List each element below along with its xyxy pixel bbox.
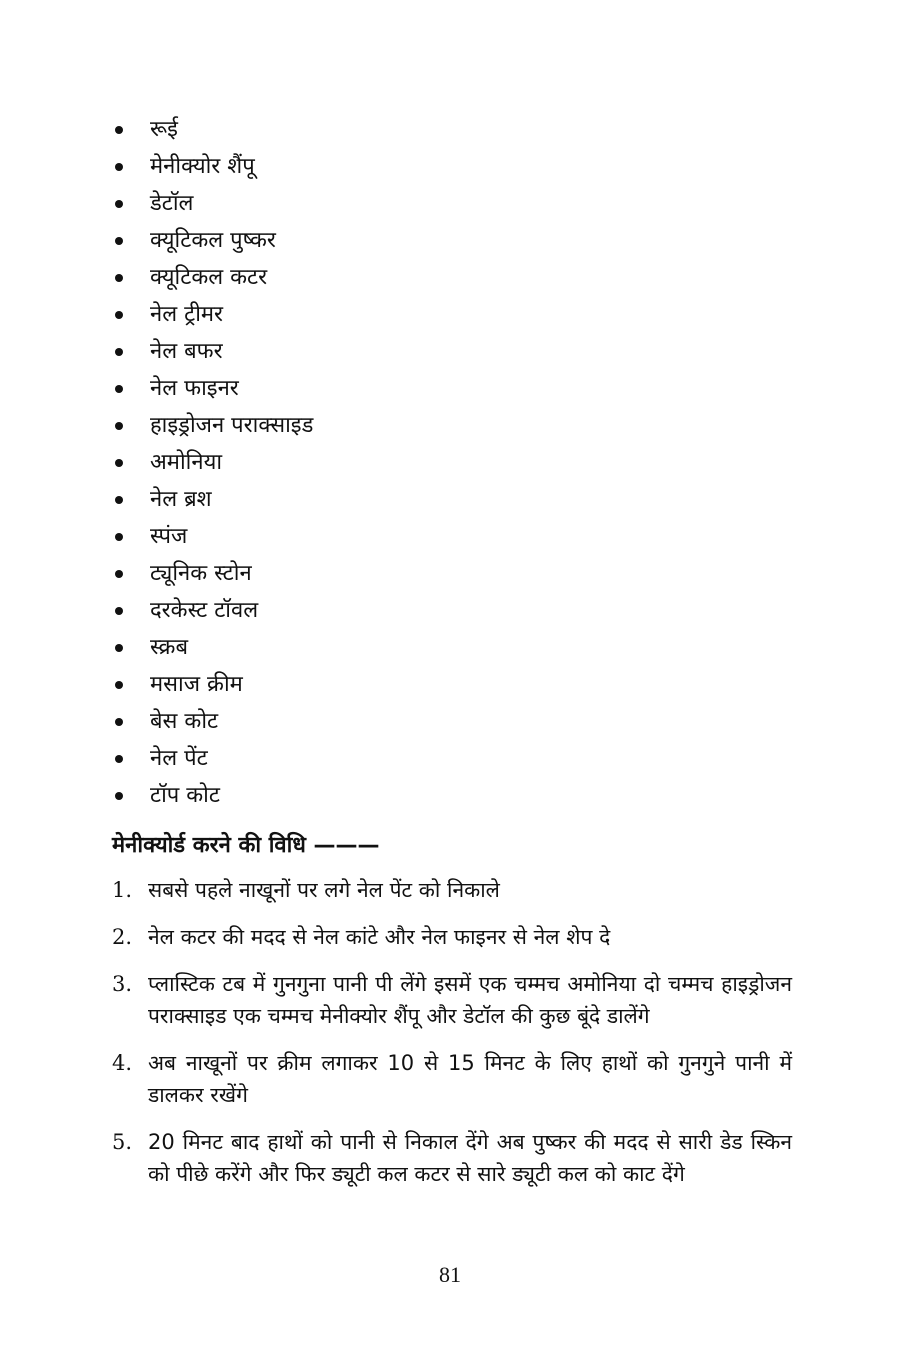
list-item: हाइड्रोजन पराक्साइड — [112, 407, 812, 444]
bullet-icon — [115, 311, 123, 319]
list-item: ट्यूनिक स्टोन — [112, 555, 812, 592]
step-item — [112, 968, 792, 1032]
bullet-icon — [115, 200, 123, 208]
step-item — [112, 921, 792, 953]
bullet-icon — [115, 163, 123, 171]
list-item: मसाज क्रीम — [112, 666, 812, 703]
step-number: 3. — [112, 972, 133, 996]
list-item: नेल बफर — [112, 333, 812, 370]
list-item: डेटॉल — [112, 185, 812, 222]
step-text: अब नाखूनों पर क्रीम लगाकर 10 से 15 मिनट के लिए हाथों को गुनगुने पानी में डालकर रखेंगे — [148, 1051, 792, 1107]
section-heading: मेनीक्योर्ड करने की विधि ——— — [112, 833, 380, 858]
bullet-icon — [115, 126, 123, 134]
list-item: नेल ट्रीमर — [112, 296, 812, 333]
step-number: 4. — [112, 1051, 133, 1075]
list-item: मेनीक्योर शैंपू — [112, 148, 812, 185]
bullet-icon — [115, 570, 123, 578]
bullet-icon — [115, 533, 123, 541]
list-item: बेस कोट — [112, 703, 812, 740]
step-item — [112, 1126, 792, 1190]
bullet-icon — [115, 607, 123, 615]
bullet-icon — [115, 644, 123, 652]
list-item: अमोनिया — [112, 444, 812, 481]
step-text: 20 मिनट बाद हाथों को पानी से निकाल देंगे अब पुष्कर की मदद से सारी डेड स्किन को पीछे करेंगे और फिर ड्यूटी कल कटर से सारे ड्यूटी कल को काट देंगे — [148, 1130, 792, 1186]
list-item: रूई — [112, 111, 812, 148]
list-item: टॉप कोट — [112, 777, 812, 814]
step-number: 1. — [112, 878, 133, 902]
bullet-icon — [115, 459, 123, 467]
list-item: नेल फाइनर — [112, 370, 812, 407]
bullet-icon — [115, 755, 123, 763]
bullet-icon — [115, 348, 123, 356]
list-item: दरकेस्ट टॉवल — [112, 592, 812, 629]
step-item — [112, 874, 792, 906]
step-number: 2. — [112, 925, 133, 949]
step-text: प्लास्टिक टब में गुनगुना पानी पी लेंगे इसमें एक चम्मच अमोनिया दो चम्मच हाइड्रोजन पराक्साइड एक चम्मच मेनीक्योर शैंपू और डेटॉल की कुछ बूंदे डालेंगे — [148, 972, 792, 1028]
step-text: नेल कटर की मदद से नेल कांटे और नेल फाइनर से नेल शेप दे — [148, 925, 611, 949]
page-number: 81 — [439, 1262, 461, 1287]
bullet-icon — [115, 792, 123, 800]
bullet-icon — [115, 385, 123, 393]
steps-list — [112, 874, 792, 1205]
bullet-icon — [115, 422, 123, 430]
list-item: नेल पेंट — [112, 740, 812, 777]
list-item: क्यूटिकल कटर — [112, 259, 812, 296]
bullet-icon — [115, 274, 123, 282]
bullet-icon — [115, 496, 123, 504]
step-item — [112, 1047, 792, 1111]
list-item: क्यूटिकल पुष्कर — [112, 222, 812, 259]
bullet-icon — [115, 237, 123, 245]
supplies-list — [112, 111, 812, 814]
bullet-icon — [115, 681, 123, 689]
list-item: स्क्रब — [112, 629, 812, 666]
bullet-icon — [115, 718, 123, 726]
step-number: 5. — [112, 1130, 133, 1154]
list-item: स्पंज — [112, 518, 812, 555]
list-item: नेल ब्रश — [112, 481, 812, 518]
step-text: सबसे पहले नाखूनों पर लगे नेल पेंट को निकाले — [148, 878, 500, 902]
